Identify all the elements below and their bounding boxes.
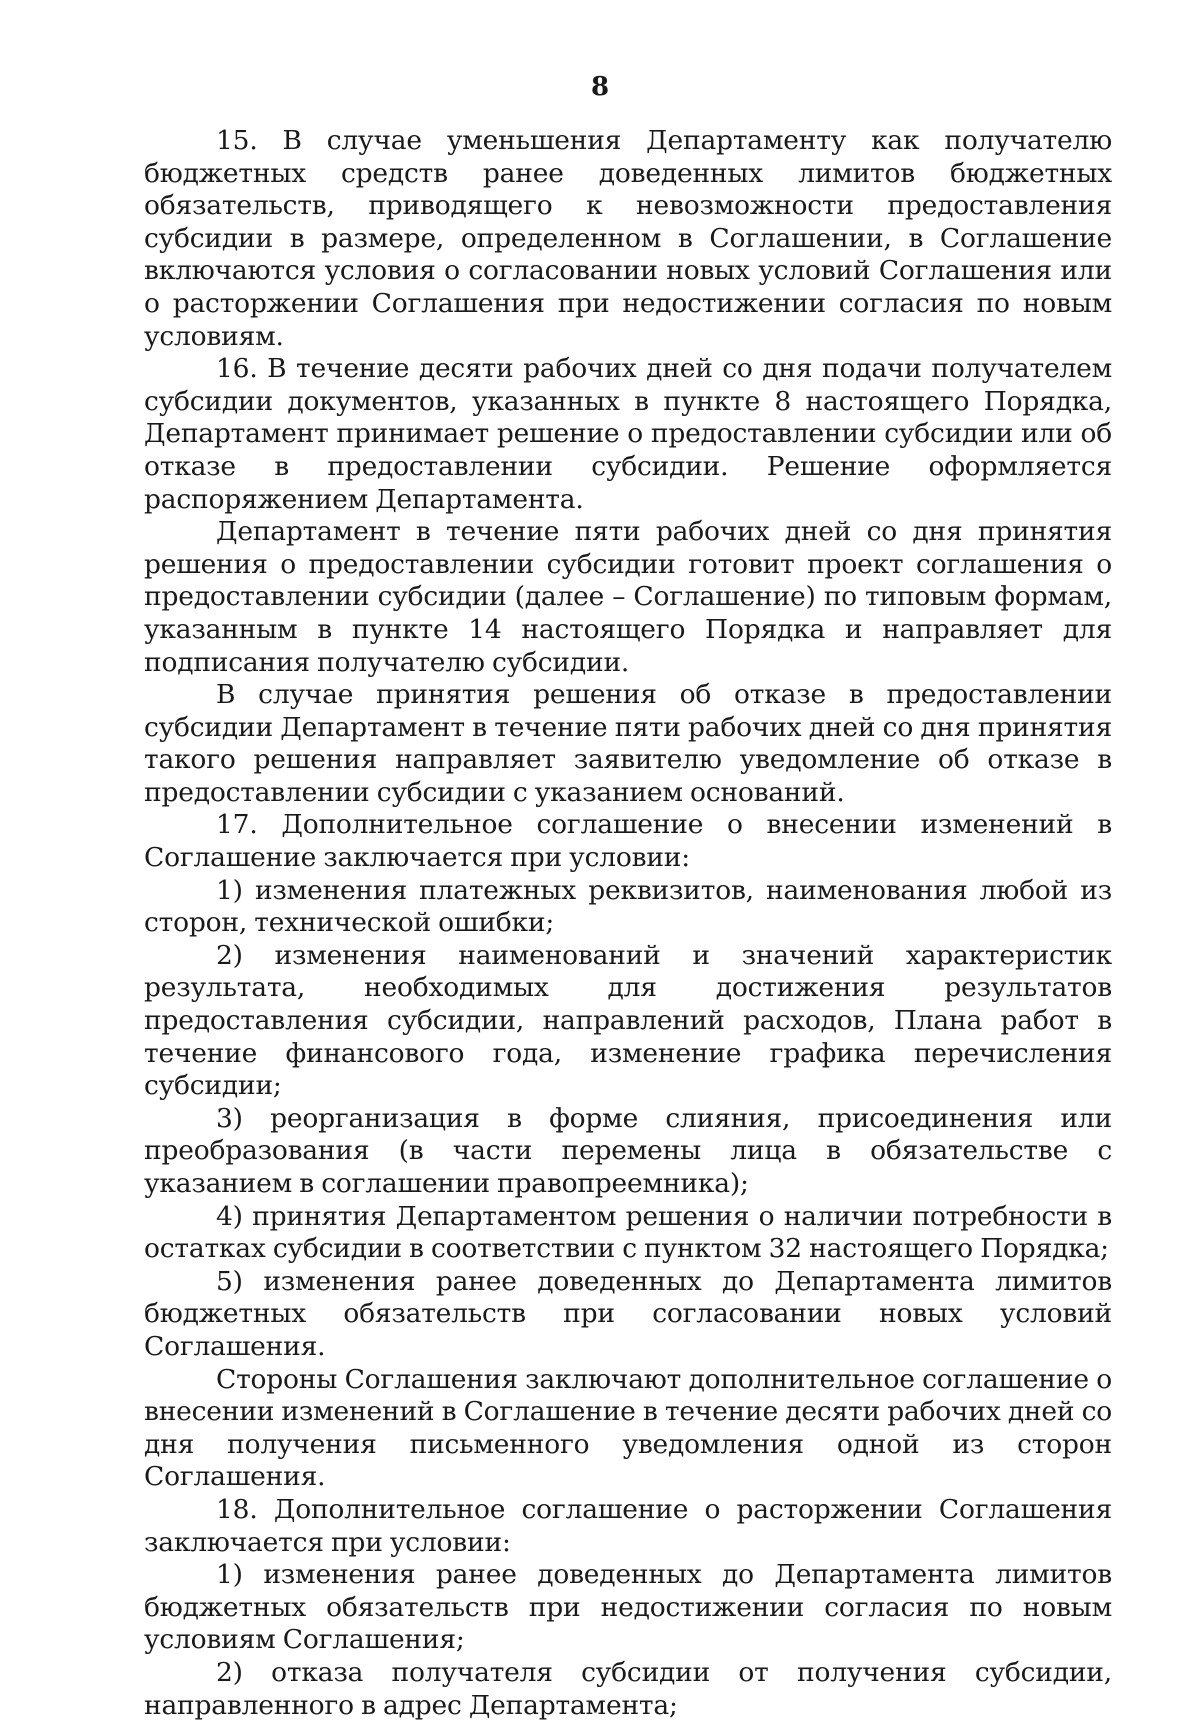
paragraph-17-item-3: 3) реорганизация в форме слияния, присоединения или преобразования (в части перемены лица в обязательстве с указанием в соглашении правопреемника); — [144, 1102, 1112, 1199]
paragraph-17-item-5: 5) изменения ранее доведенных до Департамента лимитов бюджетных обязательств при согласовании новых условий Соглашения. — [144, 1265, 1112, 1362]
document-body — [144, 125, 1112, 1722]
paragraph-17-item-2: 2) изменения наименований и значений характеристик результата, необходимых для достижения результатов предоставления субсидии, направлений расходов, Плана работ в течение финансового года, изменение графика перечисления субсидии; — [144, 939, 1112, 1102]
paragraph-17-item-4: 4) принятия Департаментом решения о наличии потребности в остатках субсидии в соответствии с пунктом 32 настоящего Порядка; — [144, 1200, 1112, 1265]
page-number: 8 — [590, 72, 610, 102]
paragraph-16-refusal: В случае принятия решения об отказе в предоставлении субсидии Департамент в течение пяти рабочих дней со дня принятия такого решения направляет заявителю уведомление об отказе в предоставлении субсидии с указанием оснований. — [144, 679, 1112, 808]
paragraph-16: 16. В течение десяти рабочих дней со дня подачи получателем субсидии документов, указанных в пункте 8 настоящего Порядка, Департамент принимает решение о предоставлении субсидии или об отказе в предоставлении субсидии. Решение оформляется распоряжением Департамента. — [144, 353, 1112, 515]
paragraph-17-parties: Стороны Соглашения заключают дополнительное соглашение о внесении изменений в Соглашение в течение десяти рабочих дней со дня получения письменного уведомления одной из сторон Соглашения. — [144, 1363, 1112, 1493]
paragraph-18-item-2: 2) отказа получателя субсидии от получения субсидии, направленного в адрес Департамента; — [144, 1656, 1112, 1721]
paragraph-18: 18. Дополнительное соглашение о расторжении Соглашения заключается при условии: — [144, 1493, 1112, 1558]
paragraph-16-agreement-draft: Департамент в течение пяти рабочих дней со дня принятия решения о предоставлении субсидии готовит проект соглашения о предоставлении субсидии (далее – Соглашение) по типовым формам, указанным в пункте 14 настоящего Порядка и направляет для подписания получателю субсидии. — [144, 516, 1112, 678]
paragraph-15: 15. В случае уменьшения Департаменту как получателю бюджетных средств ранее доведенных лимитов бюджетных обязательств, приводящего к невозможности предоставления субсидии в размере, определенном в Соглашении, в Соглашение включаются условия о согласовании новых условий Соглашения или о расторжении Соглашения при недостижении согласия по новым условиям. — [144, 125, 1112, 352]
paragraph-18-item-1: 1) изменения ранее доведенных до Департамента лимитов бюджетных обязательств при недостижении согласия по новым условиям Соглашения; — [144, 1559, 1112, 1656]
paragraph-17-item-1: 1) изменения платежных реквизитов, наименования любой из сторон, технической ошибки; — [144, 874, 1112, 939]
paragraph-17: 17. Дополнительное соглашение о внесении изменений в Соглашение заключается при условии: — [144, 809, 1112, 874]
